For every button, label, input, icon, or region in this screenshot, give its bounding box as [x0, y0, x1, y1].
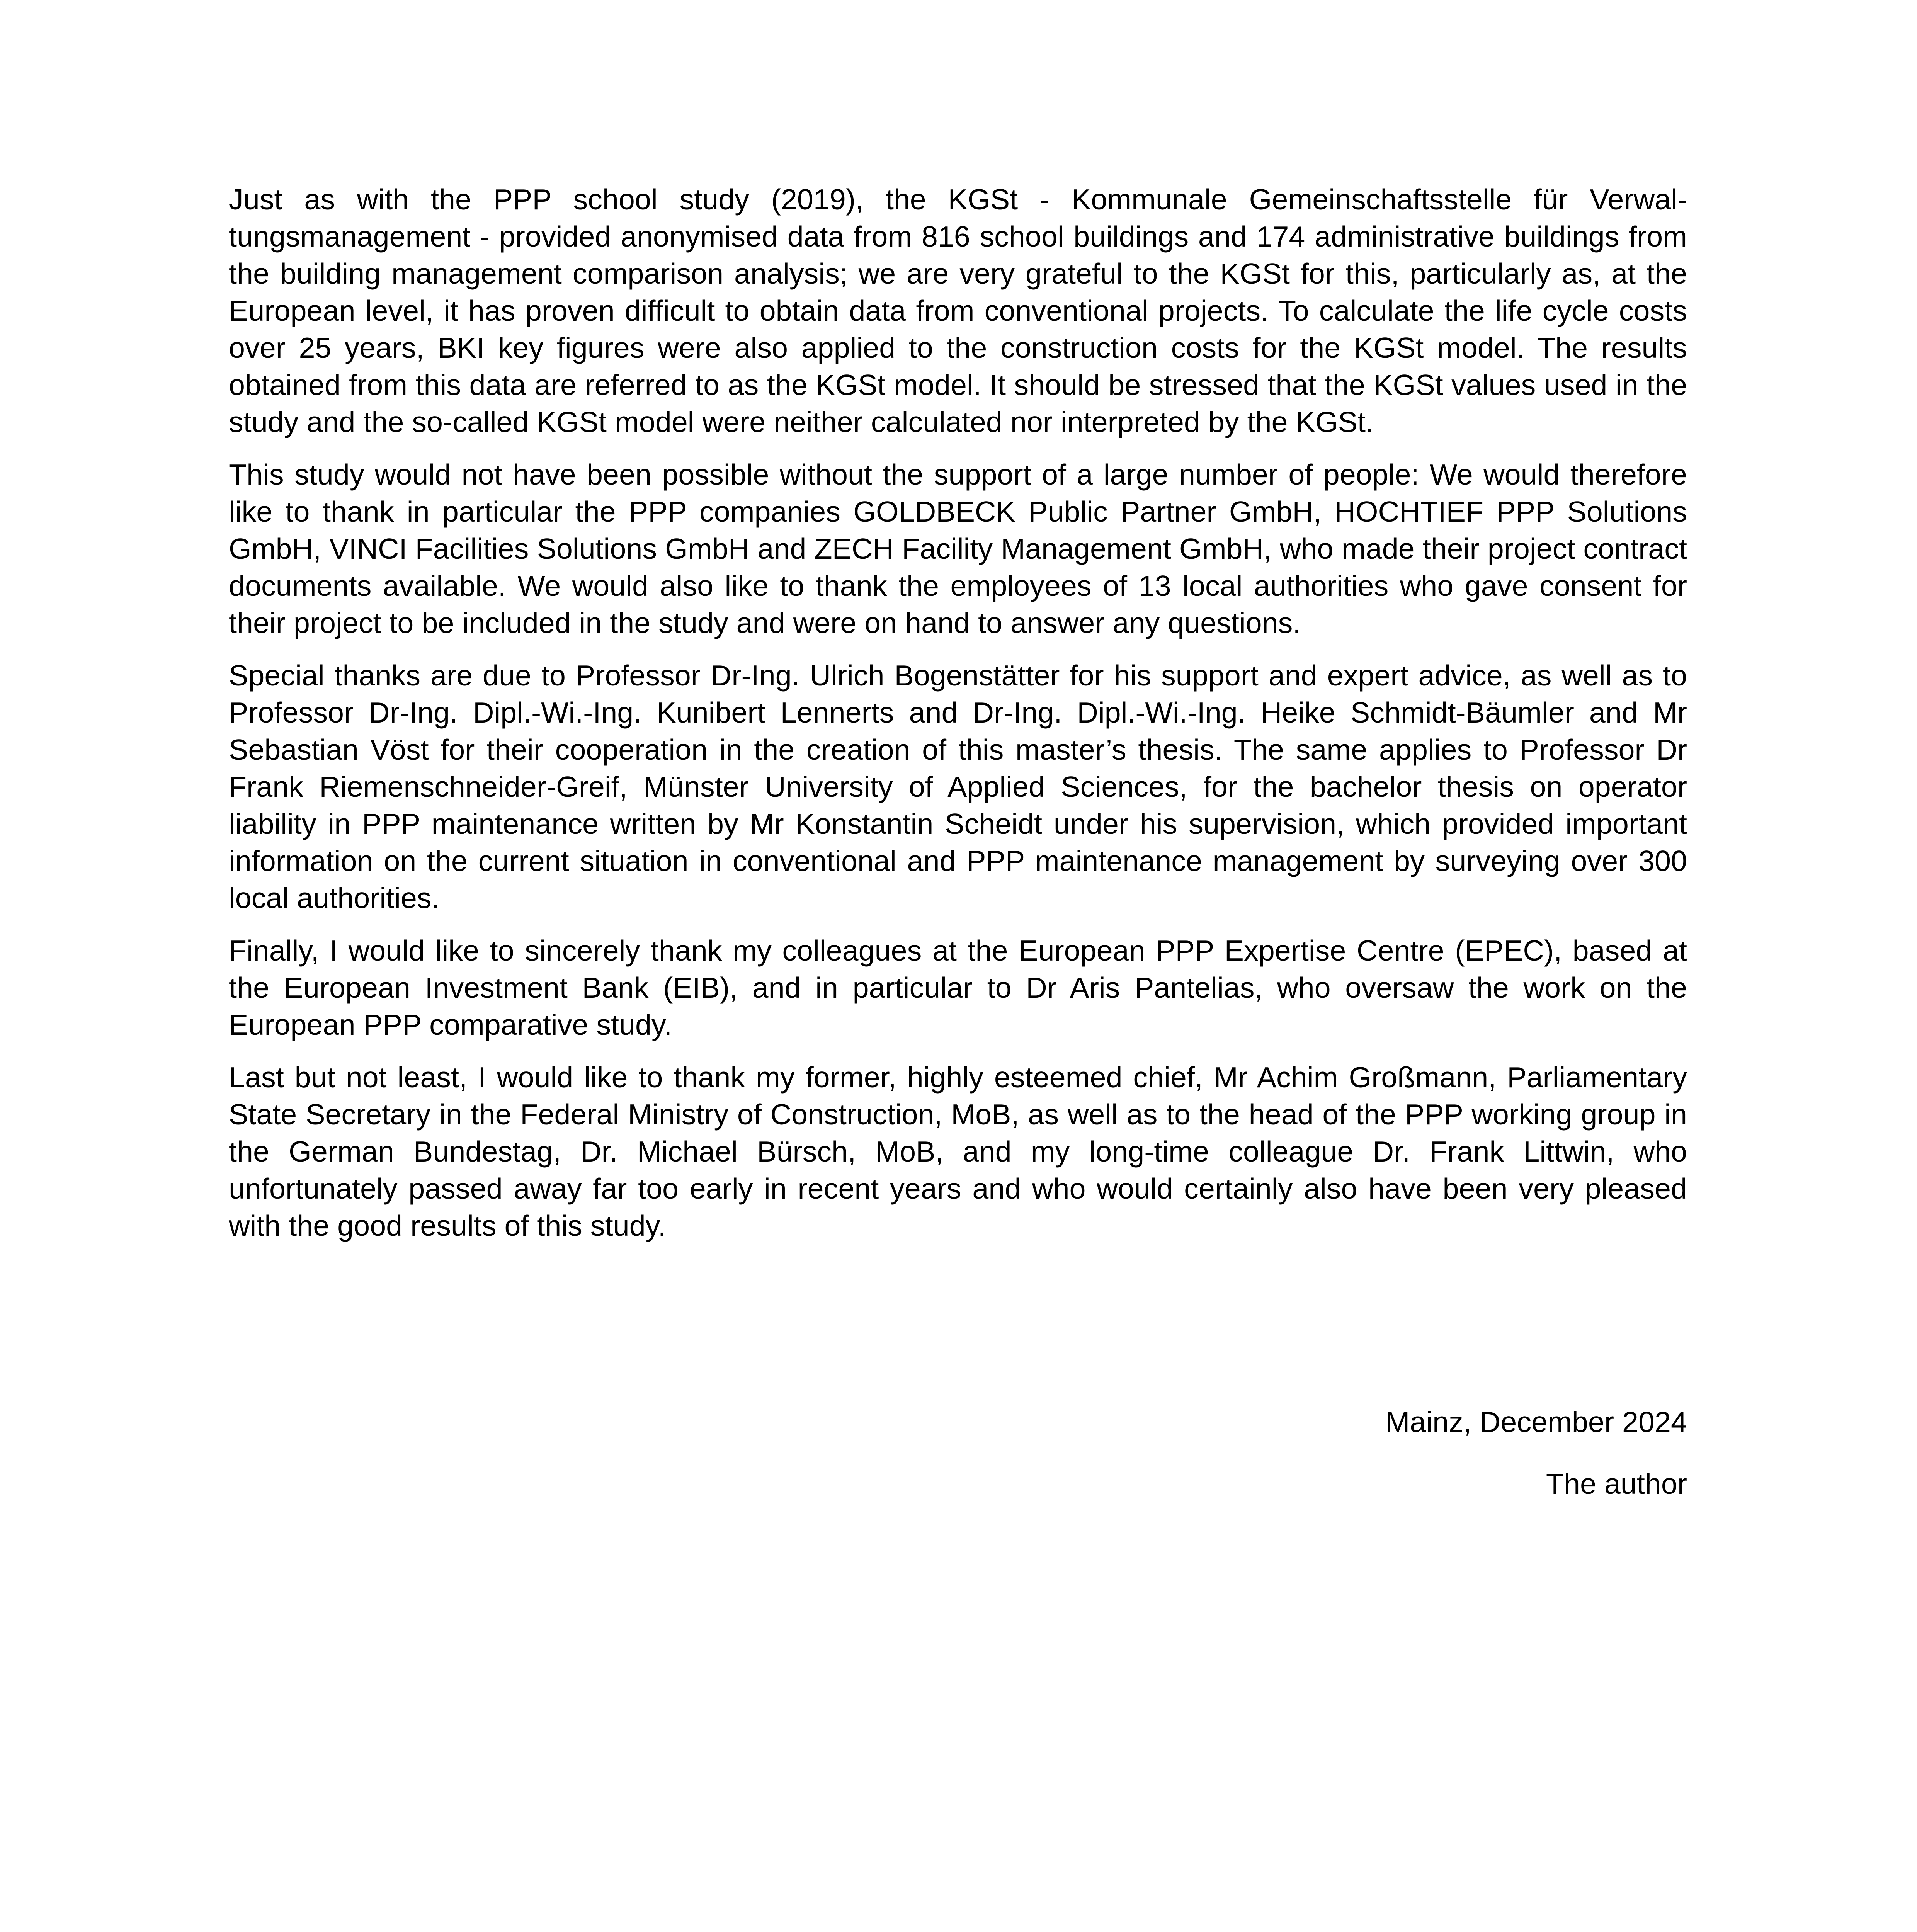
paragraph-epec-thanks: Finally, I would like to sincerely thank my colleagues at the European PPP Expertise Centre (EPEC), based at the European Investment Bank (EIB), and in particular to Dr Aris Pantelias, who oversaw the work on the European PPP comparative study.: [229, 934, 1687, 1041]
author-signoff: The author: [1546, 1468, 1687, 1500]
paragraph-final-thanks: Last but not least, I would like to thank my former, highly esteemed chief, Mr Achim Großmann, Parliamentary State Secretary in the Federal Ministry of Construction, MoB, as well as to the head of the PPP working group in the German Bundestag, Dr. Michael Bürsch, MoB, and my long-time colleague Dr. Frank Littwin, who unfortunately passed away far too early in recent years and who would certainly also have been very pleased with the good results of this study.: [229, 1061, 1687, 1242]
signature-block: [1385, 1403, 1687, 1527]
acknowledgements-body: [229, 181, 1687, 1260]
place-date: Mainz, December 2024: [1385, 1406, 1687, 1438]
paragraph-kgst-data: Just as with the PPP school study (2019), the KGSt - Kommunale Gemeinschaftsstelle für Verwaltungsmanagement - provided anonymised data from 816 school buildings and 174 administrative buildings from the building management comparison analysis; we are very grateful to the KGSt for this, particularly as, at the European level, it has proven difficult to obtain data from conventional projects. To calculate the life cycle costs over 25 years, BKI key figures were also applied to the construction costs for the KGSt model. The results obtained from this data are referred to as the KGSt model. It should be stressed that the KGSt values used in the study and the so-called KGSt model were neither calculated nor interpreted by the KGSt.: [229, 183, 1687, 438]
paragraph-ppp-companies-thanks: This study would not have been possible without the support of a large number of people: We would therefore like to thank in particular the PPP companies GOLDBECK Public Partner GmbH, HOCHTIEF PPP Solutions GmbH, VINCI Facilities Solutions GmbH and ZECH Facility Management GmbH, who made their project contract documents available. We would also like to thank the employees of 13 local authorities who gave consent for their project to be included in the study and were on hand to answer any questions.: [229, 458, 1687, 639]
paragraph-special-thanks: Special thanks are due to Professor Dr-Ing. Ulrich Bogenstätter for his support and expert advice, as well as to Professor Dr-Ing. Dipl.-Wi.-Ing. Kunibert Lennerts and Dr-Ing. Dipl.-Wi.-Ing. Heike Schmidt-Bäumler and Mr Sebastian Vöst for their cooperation in the creation of this master’s thesis. The same applies to Professor Dr Frank Riemenschneider-Greif, Münster University of Applied Sciences, for the bachelor thesis on operator liability in PPP maintenance written by Mr Konstantin Scheidt under his supervision, which provided important information on the current situation in conventional and PPP maintenance management by surveying over 300 local authorities.: [229, 659, 1687, 914]
